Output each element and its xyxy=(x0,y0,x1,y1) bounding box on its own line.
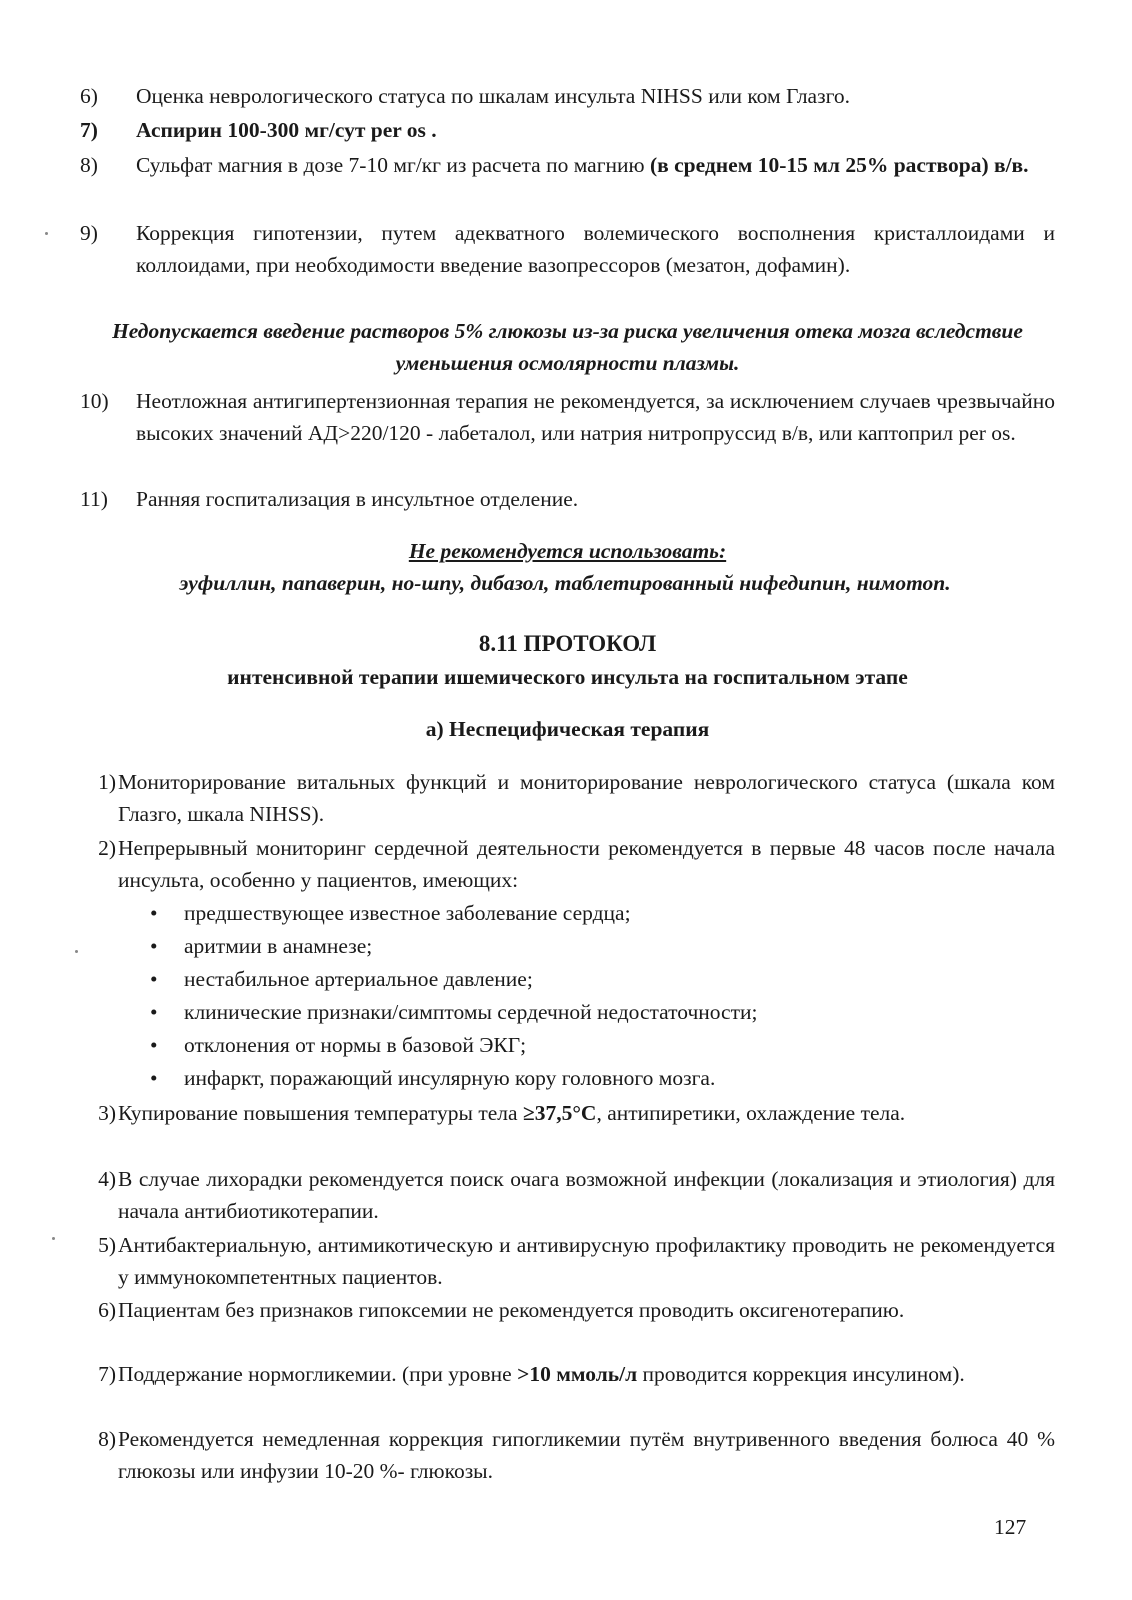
bullet-item: • инфаркт, поражающий инсулярную кору головного мозга. xyxy=(150,1062,1050,1095)
list-item xyxy=(80,1423,1055,1487)
list-item xyxy=(80,1358,1055,1390)
item-number: 9) xyxy=(80,221,98,245)
item-number: 2) xyxy=(98,836,116,860)
item-text: Ранняя госпитализация в инсультное отделение. xyxy=(136,487,579,511)
item-text: В случае лихорадки рекомендуется поиск очага возможной инфекции (локализация и этиология) для начала антибиотикотерапии. xyxy=(118,1167,1055,1223)
bullet-item: • клинические признаки/симптомы сердечной недостаточности; xyxy=(150,996,1050,1029)
item-number: 3) xyxy=(98,1101,116,1125)
item-number: 11) xyxy=(80,487,108,511)
list-item xyxy=(80,1097,1055,1129)
list-item xyxy=(80,1294,1055,1326)
item-text-part: проводится коррекция инсулином). xyxy=(637,1362,965,1386)
list-item xyxy=(80,80,1055,112)
item-text: Рекомендуется немедленная коррекция гипогликемии путём внутривенного введения болюса 40 % глюкозы или инфузии 10-20 %- глюкозы. xyxy=(118,1427,1055,1483)
item-text: Антибактериальную, антимикотическую и антивирусную профилактику проводить не рекомендуется у иммунокомпетентных пациентов. xyxy=(118,1233,1055,1289)
list-item xyxy=(80,832,1055,896)
page-number: 127 xyxy=(994,1515,1027,1539)
section-heading: а) Неспецифическая терапия xyxy=(425,717,710,741)
not-recommended-heading: Не рекомендуется использовать: xyxy=(408,539,727,563)
item-text-part: Сульфат магния в дозе 7-10 мг/кг из расчета по магнию xyxy=(136,153,650,177)
bullet-item: • предшествующее известное заболевание сердца; xyxy=(150,897,1050,930)
scan-speck xyxy=(75,950,78,953)
item-text: Непрерывный мониторинг сердечной деятельности рекомендуется в первые 48 часов после начала инсульта, особенно у пациентов, имеющих: xyxy=(118,836,1055,892)
item-text-part: Поддержание нормогликемии. (при уровне xyxy=(118,1362,518,1386)
item-number: 6) xyxy=(80,84,98,108)
protocol-subtitle: интенсивной терапии ишемического инсульта на госпитальном этапе xyxy=(227,665,908,689)
protocol-title: 8.11 ПРОТОКОЛ xyxy=(478,631,657,656)
bullet-item: • нестабильное артериальное давление; xyxy=(150,963,1050,996)
item-number: 8) xyxy=(98,1427,116,1451)
item-number: 5) xyxy=(98,1233,116,1257)
item-text: Мониторирование витальных функций и мониторирование неврологического статуса (шкала ком Глазго, шкала NIHSS). xyxy=(118,770,1055,826)
scan-speck xyxy=(52,1237,55,1240)
item-text-bold: (в среднем 10-15 мл 25% раствора) в/в. xyxy=(649,153,1029,177)
item-number: 4) xyxy=(98,1167,116,1191)
item-text: Пациентам без признаков гипоксемии не рекомендуется проводить оксигенотерапию. xyxy=(118,1298,905,1322)
item-number: 6) xyxy=(98,1298,116,1322)
item-text-bold: >10 ммоль/л xyxy=(517,1362,638,1386)
item-number: 8) xyxy=(80,153,98,177)
list-item xyxy=(80,385,1055,449)
warning-note: Недопускается введение растворов 5% глюкозы из-за риска увеличения отека мозга вследствие уменьшения осмолярности плазмы. xyxy=(112,319,1023,375)
item-text: Аспирин 100-300 мг/сут per os . xyxy=(136,118,437,142)
item-text xyxy=(136,149,1055,181)
bullet-item: • отклонения от нормы в базовой ЭКГ; xyxy=(150,1029,1050,1062)
item-number: 7) xyxy=(98,1362,116,1386)
list-item xyxy=(80,114,1055,146)
item-number: 1) xyxy=(98,770,116,794)
item-text-part: Купирование повышения температуры тела xyxy=(118,1101,523,1125)
list-item xyxy=(80,1229,1055,1293)
list-item xyxy=(80,766,1055,830)
not-recommended-list: эуфиллин, папаверин, но-шпу, дибазол, таблетированный нифедипин, нимотоп. xyxy=(179,571,951,595)
item-text-bold: ≥37,5°С xyxy=(522,1101,597,1125)
bullet-list xyxy=(150,897,1050,1095)
item-number: 7) xyxy=(80,118,98,142)
item-number: 10) xyxy=(80,389,109,413)
bullet-item: • аритмии в анамнезе; xyxy=(150,930,1050,963)
list-item xyxy=(80,217,1055,281)
item-text: Оценка неврологического статуса по шкалам инсульта NIHSS или ком Глазго. xyxy=(136,84,850,108)
item-text xyxy=(118,1097,1055,1129)
item-text xyxy=(118,1358,1055,1390)
list-item xyxy=(80,149,1055,181)
item-text-part: , антипиретики, охлаждение тела. xyxy=(596,1101,906,1125)
scan-speck xyxy=(45,232,48,235)
list-item xyxy=(80,483,1055,515)
item-text: Неотложная антигипертензионная терапия не рекомендуется, за исключением случаев чрезвычайно высоких значений АД>220/120 - лабеталол, или натрия нитропруссид в/в, или каптоприл per os. xyxy=(136,389,1055,445)
list-item xyxy=(80,1163,1055,1227)
item-text: Коррекция гипотензии, путем адекватного волемического восполнения кристаллоидами и коллоидами, при необходимости введение вазопрессоров (мезатон, дофамин). xyxy=(136,221,1055,277)
